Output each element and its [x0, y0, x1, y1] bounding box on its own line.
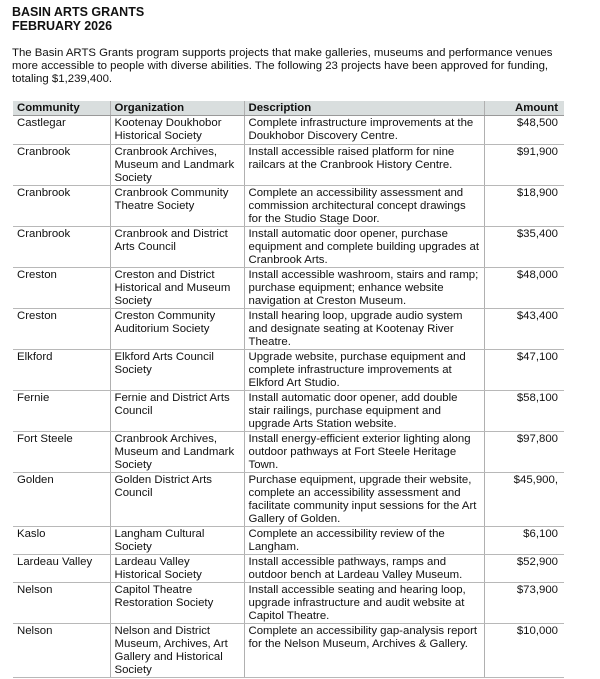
cell-organization: Creston and District Historical and Museum Society	[110, 268, 244, 309]
cell-amount: $91,900	[484, 145, 564, 186]
cell-organization: Cranbrook Archives, Museum and Landmark Society	[110, 145, 244, 186]
cell-community: Castlegar	[13, 116, 110, 145]
cell-amount: $47,100	[484, 350, 564, 391]
cell-community: Fort Steele	[13, 432, 110, 473]
table-row	[13, 583, 564, 624]
table-row	[13, 350, 564, 391]
cell-amount: $48,000	[484, 268, 564, 309]
cell-community: Nelson	[13, 583, 110, 624]
table-header	[13, 101, 564, 116]
column-header-amount: Amount	[484, 101, 564, 116]
cell-community: Cranbrook	[13, 145, 110, 186]
cell-organization: Nelson and District Museum, Archives, Art Gallery and Historical Society	[110, 624, 244, 678]
cell-community: Elkford	[13, 350, 110, 391]
cell-organization: Lardeau Valley Historical Society	[110, 555, 244, 583]
cell-community: Cranbrook	[13, 227, 110, 268]
cell-amount: $43,400	[484, 309, 564, 350]
cell-description: Install accessible seating and hearing loop, upgrade infrastructure and audit website at Capitol Theatre.	[244, 583, 484, 624]
cell-community: Creston	[13, 268, 110, 309]
column-header-description: Description	[244, 101, 484, 116]
table-row	[13, 555, 564, 583]
cell-description: Install automatic door opener, add double stair railings, purchase equipment and upgrade Arts Station website.	[244, 391, 484, 432]
cell-amount: $6,100	[484, 527, 564, 555]
cell-organization: Golden District Arts Council	[110, 473, 244, 527]
cell-amount: $97,800	[484, 432, 564, 473]
cell-description: Complete infrastructure improvements at the Doukhobor Discovery Centre.	[244, 116, 484, 145]
document-title: BASIN ARTS GRANTS	[12, 5, 145, 19]
table-row	[13, 186, 564, 227]
cell-description: Upgrade website, purchase equipment and complete infrastructure improvements at Elkford Art Studio.	[244, 350, 484, 391]
table-row	[13, 145, 564, 186]
table-row	[13, 116, 564, 145]
table-row	[13, 227, 564, 268]
cell-description: Install accessible pathways, ramps and outdoor bench at Lardeau Valley Museum.	[244, 555, 484, 583]
cell-amount: $45,900,	[484, 473, 564, 527]
document-page	[12, 5, 564, 87]
grants-table	[13, 101, 564, 678]
column-header-organization: Organization	[110, 101, 244, 116]
document-date: FEBRUARY 2026	[12, 19, 113, 33]
cell-community: Nelson	[13, 624, 110, 678]
cell-organization: Capitol Theatre Restoration Society	[110, 583, 244, 624]
cell-community: Lardeau Valley	[13, 555, 110, 583]
header-row	[13, 101, 564, 116]
cell-organization: Cranbrook Archives, Museum and Landmark Society	[110, 432, 244, 473]
table-row	[13, 268, 564, 309]
cell-description: Purchase equipment, upgrade their website, complete an accessibility assessment and facilitate community input sessions for the Art Gallery of Golden.	[244, 473, 484, 527]
cell-community: Kaslo	[13, 527, 110, 555]
cell-organization: Fernie and District Arts Council	[110, 391, 244, 432]
cell-amount: $10,000	[484, 624, 564, 678]
cell-organization: Elkford Arts Council Society	[110, 350, 244, 391]
cell-community: Cranbrook	[13, 186, 110, 227]
cell-community: Golden	[13, 473, 110, 527]
table-row	[13, 527, 564, 555]
cell-description: Install hearing loop, upgrade audio system and designate seating at Kootenay River Theatre.	[244, 309, 484, 350]
cell-amount: $35,400	[484, 227, 564, 268]
table-row	[13, 309, 564, 350]
cell-community: Creston	[13, 309, 110, 350]
cell-amount: $58,100	[484, 391, 564, 432]
table-row	[13, 432, 564, 473]
cell-description: Complete an accessibility gap-analysis report for the Nelson Museum, Archives & Gallery.	[244, 624, 484, 678]
cell-amount: $18,900	[484, 186, 564, 227]
cell-description: Install automatic door opener, purchase equipment and complete building upgrades at Cranbrook Arts.	[244, 227, 484, 268]
cell-organization: Cranbrook Community Theatre Society	[110, 186, 244, 227]
column-header-community: Community	[13, 101, 110, 116]
cell-description: Install accessible raised platform for nine railcars at the Cranbrook History Centre.	[244, 145, 484, 186]
cell-organization: Kootenay Doukhobor Historical Society	[110, 116, 244, 145]
cell-organization: Cranbrook and District Arts Council	[110, 227, 244, 268]
cell-description: Install accessible washroom, stairs and ramp; purchase equipment; enhance website navigation at Creston Museum.	[244, 268, 484, 309]
table-row	[13, 473, 564, 527]
cell-organization: Langham Cultural Society	[110, 527, 244, 555]
cell-description: Complete an accessibility assessment and commission architectural concept drawings for the Studio Stage Door.	[244, 186, 484, 227]
table-body	[13, 116, 564, 678]
intro-paragraph: The Basin ARTS Grants program supports projects that make galleries, museums and performance venues more accessible to people with diverse abilities. The following 23 projects have been approved for funding, totaling $1,239,400.	[12, 47, 553, 86]
cell-description: Install energy-efficient exterior lighting along outdoor pathways at Fort Steele Heritage Town.	[244, 432, 484, 473]
cell-amount: $73,900	[484, 583, 564, 624]
table-row	[13, 624, 564, 678]
cell-organization: Creston Community Auditorium Society	[110, 309, 244, 350]
cell-description: Complete an accessibility review of the Langham.	[244, 527, 484, 555]
table-row	[13, 391, 564, 432]
cell-amount: $52,900	[484, 555, 564, 583]
cell-amount: $48,500	[484, 116, 564, 145]
cell-community: Fernie	[13, 391, 110, 432]
